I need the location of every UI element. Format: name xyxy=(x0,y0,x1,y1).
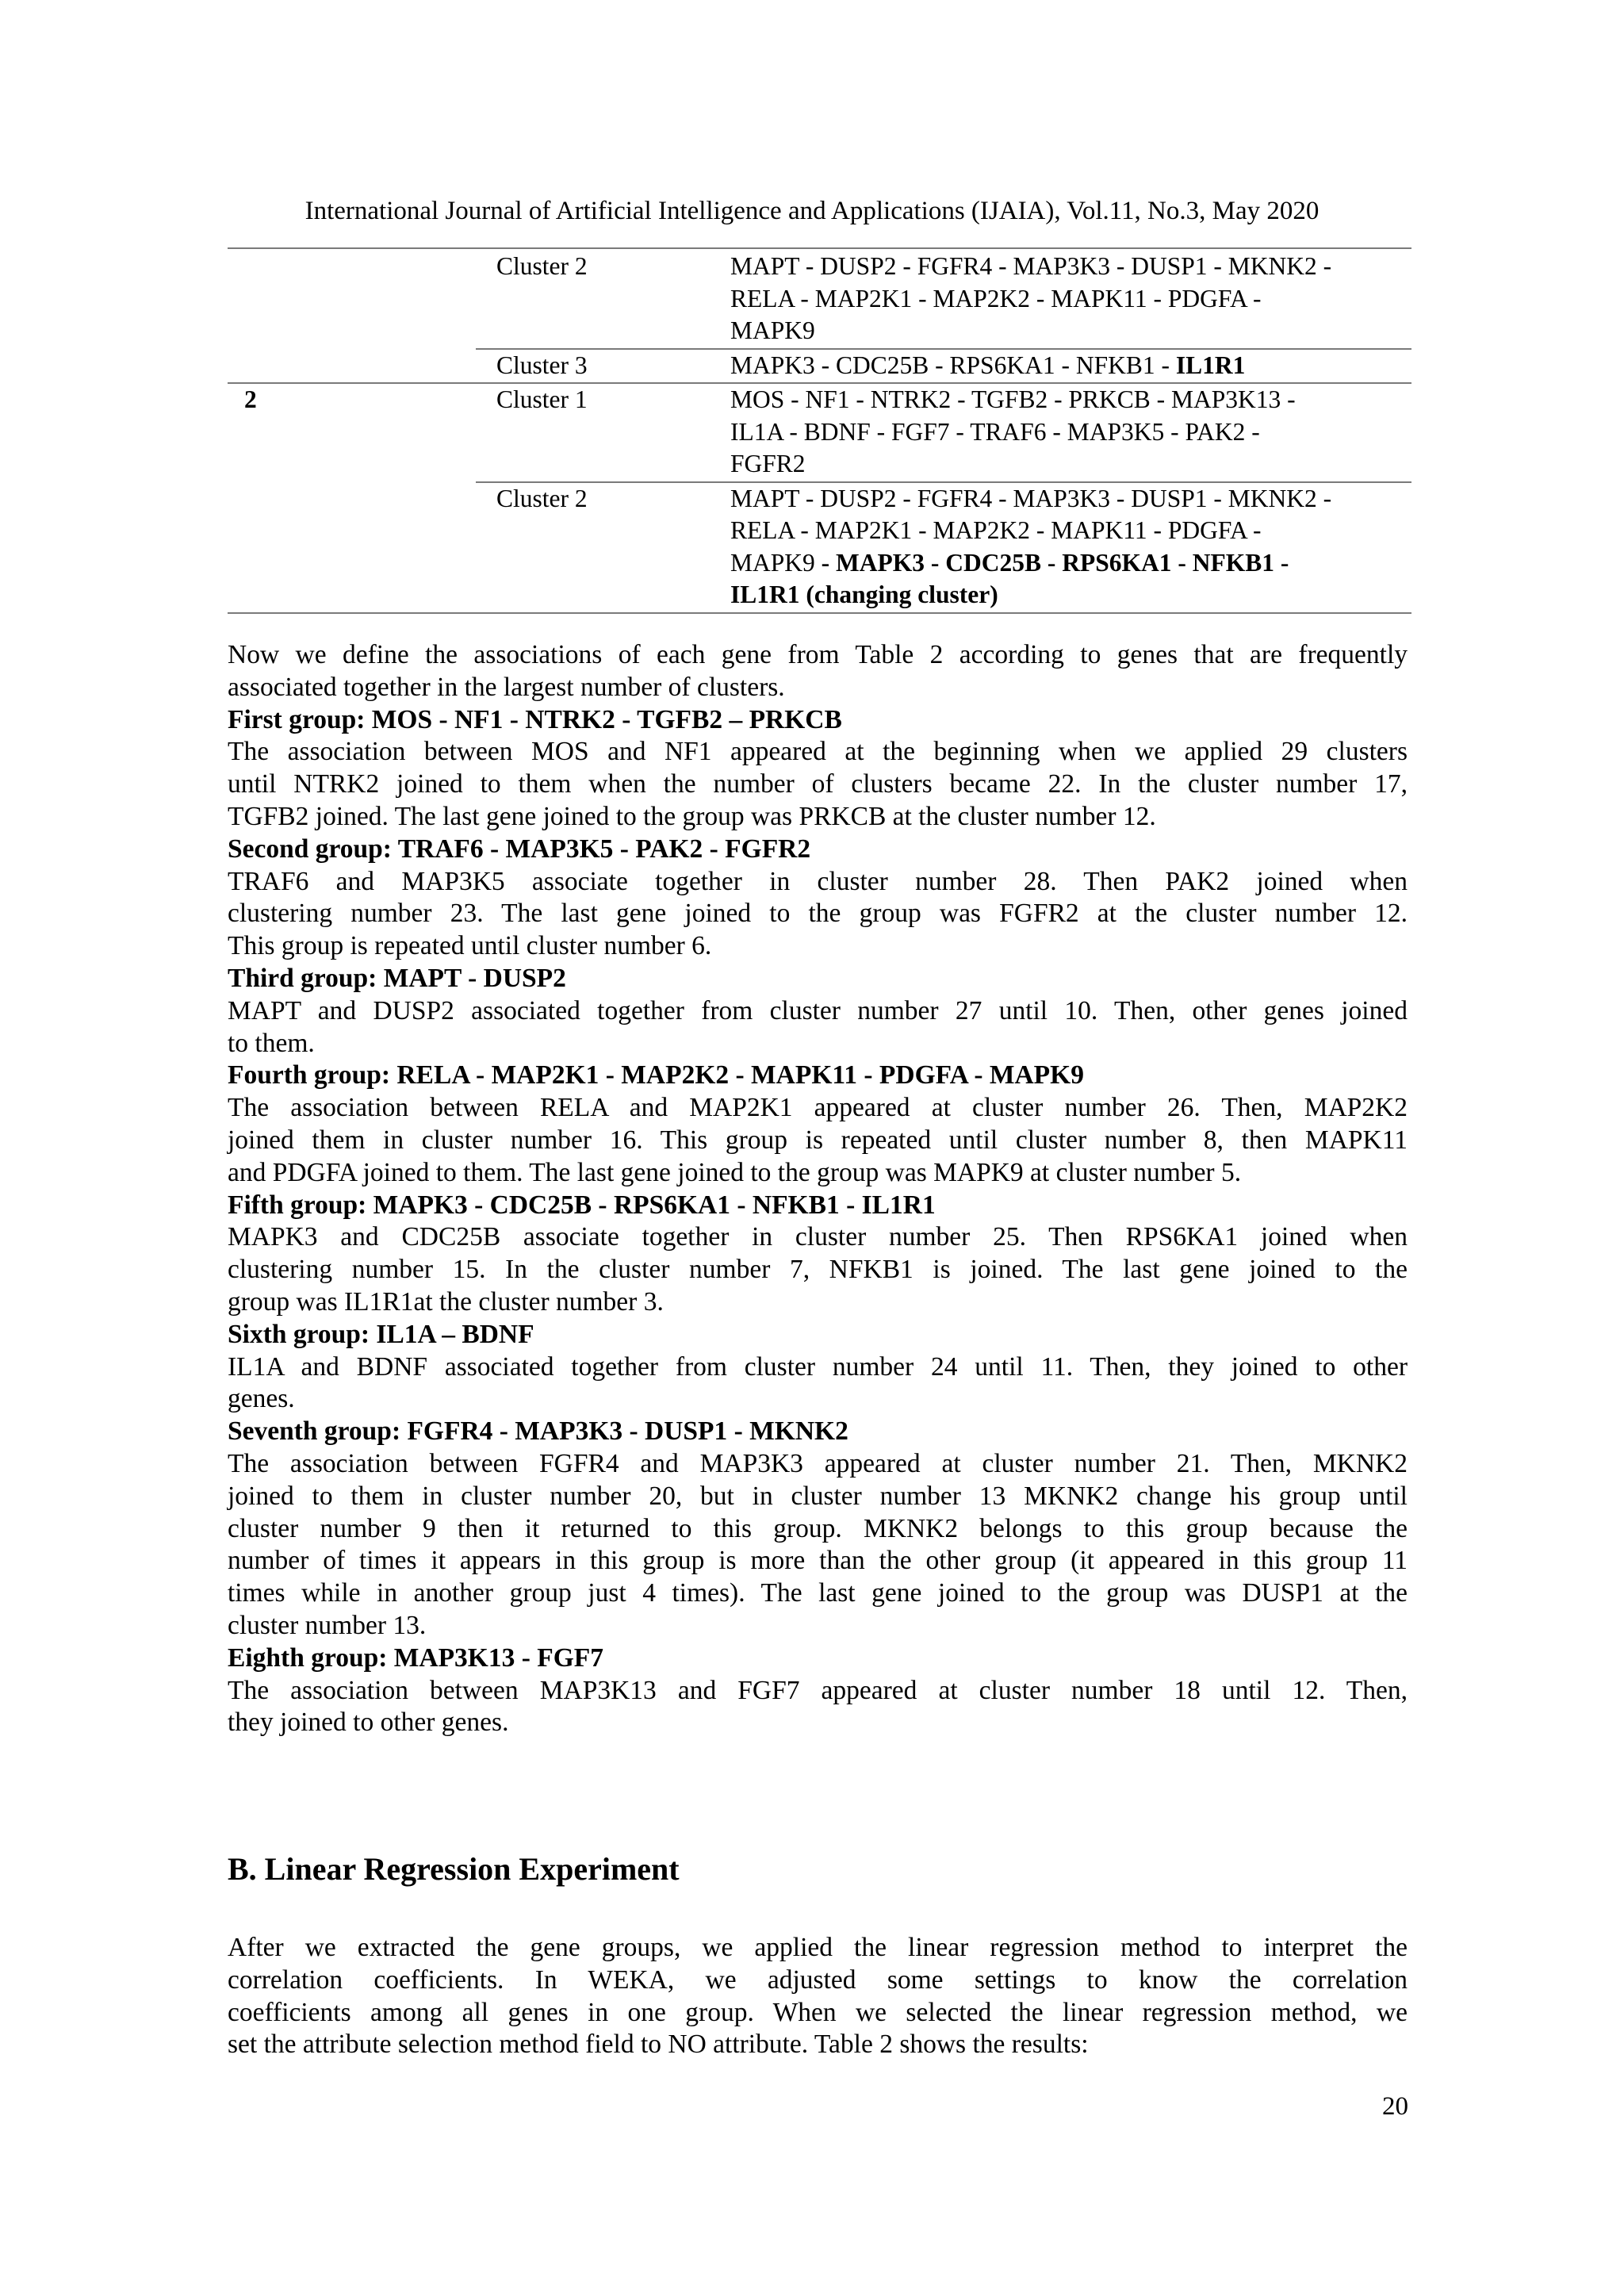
gene-text: MAPT - DUSP2 - FGFR4 - MAP3K3 - DUSP1 - MKNK2 - xyxy=(730,484,1332,512)
table-gene-list-line xyxy=(730,416,1260,448)
section-heading: B. Linear Regression Experiment xyxy=(228,1851,680,1887)
table-gene-list-line xyxy=(730,283,1261,315)
text-line: correlation coefficients. In WEKA, we adjusted some settings to know the correlation xyxy=(228,1964,1408,1995)
text-line: The association between FGFR4 and MAP3K3 appeared at cluster number 21. Then, MKNK2 xyxy=(228,1448,1408,1478)
group-heading: Fourth group: RELA - MAP2K1 - MAP2K2 - MAPK11 - PDGFA - MAPK9 xyxy=(228,1060,1084,1091)
table-gene-list-line xyxy=(730,251,1331,282)
gene-text: IL1R1 (changing cluster) xyxy=(730,581,998,608)
text-line: genes. xyxy=(228,1384,295,1414)
text-line: number of times it appears in this group is more than the other group (it appeared in this group 11 xyxy=(228,1546,1408,1576)
page-number: 20 xyxy=(1382,2092,1408,2121)
text-line: The association between MAP3K13 and FGF7 appeared at cluster number 18 until 12. Then, xyxy=(228,1675,1408,1705)
table-gene-list-line xyxy=(730,350,1245,381)
group-heading: Second group: TRAF6 - MAP3K5 - PAK2 - FGFR2 xyxy=(228,834,811,864)
text-line: TGFB2 joined. The last gene joined to the group was PRKCB at the cluster number 12. xyxy=(228,801,1156,831)
text-line: to them. xyxy=(228,1028,315,1058)
gene-text: MAPT - DUSP2 - FGFR4 - MAP3K3 - DUSP1 - MKNK2 - xyxy=(730,252,1332,280)
group-heading: Eighth group: MAP3K13 - FGF7 xyxy=(228,1642,603,1673)
table-experiment-number: 2 xyxy=(244,385,257,413)
table-gene-list-line xyxy=(730,315,815,347)
text-line: The association between MOS and NF1 appeared at the beginning when we applied 29 clusters xyxy=(228,737,1408,767)
gene-text: IL1A - BDNF - FGF7 - TRAF6 - MAP3K5 - PAK2 - xyxy=(730,417,1260,446)
text-line: group was IL1R1at the cluster number 3. xyxy=(228,1286,664,1317)
text-line: until NTRK2 joined to them when the number of clusters became 22. In the cluster number 17, xyxy=(228,769,1408,799)
text-line: MAPK3 and CDC25B associate together in cluster number 25. Then RPS6KA1 joined when xyxy=(228,1222,1408,1252)
table-cluster-label: Cluster 2 xyxy=(496,252,588,280)
text-line: MAPT and DUSP2 associated together from cluster number 27 until 10. Then, other genes joined xyxy=(228,995,1408,1025)
group-heading: Seventh group: FGFR4 - MAP3K3 - DUSP1 - MKNK2 xyxy=(228,1416,848,1447)
text-line: clustering number 23. The last gene joined to the group was FGFR2 at the cluster number 12. xyxy=(228,899,1408,929)
text-line: This group is repeated until cluster number 6. xyxy=(228,931,712,961)
gene-text: MOS - NF1 - NTRK2 - TGFB2 - PRKCB - MAP3K13 - xyxy=(730,385,1296,413)
gene-text: RELA - MAP2K1 - MAP2K2 - MAPK11 - PDGFA - xyxy=(730,516,1262,544)
text-line: After we extracted the gene groups, we applied the linear regression method to interpret the xyxy=(228,1933,1408,1962)
table-top-rule xyxy=(228,247,1411,249)
table-gene-list-line xyxy=(730,448,806,480)
gene-text: FGFR2 xyxy=(730,450,806,477)
text-line: joined them in cluster number 16. This group is repeated until cluster number 8, then MAPK11 xyxy=(228,1125,1408,1155)
gene-text: IL1R1 xyxy=(1175,351,1246,379)
text-line: joined to them in cluster number 20, but in cluster number 13 MKNK2 change his group until xyxy=(228,1481,1408,1511)
gene-text: - MAPK3 - CDC25B - RPS6KA1 - NFKB1 - xyxy=(821,548,1289,577)
text-line: coefficients among all genes in one group. When we selected the linear regression method, we xyxy=(228,1997,1408,2027)
text-line: times while in another group just 4 times). The last gene joined to the group was DUSP1 at the xyxy=(228,1578,1408,1608)
text-line: they joined to other genes. xyxy=(228,1708,509,1738)
gene-text: MAPK9 xyxy=(730,316,815,344)
gene-text: RELA - MAP2K1 - MAP2K2 - MAPK11 - PDGFA - xyxy=(730,284,1262,312)
paragraph xyxy=(228,639,1408,1739)
running-header: International Journal of Artificial Intelligence and Applications (IJAIA), Vol.11, No.3, May 2020 xyxy=(304,197,1320,225)
text-line: associated together in the largest number of clusters. xyxy=(228,672,785,702)
text-line: and PDGFA joined to them. The last gene joined to the group was MAPK9 at cluster number 5. xyxy=(228,1157,1242,1187)
text-line: clustering number 15. In the cluster number 7, NFKB1 is joined. The last gene joined to the xyxy=(228,1255,1408,1285)
text-line: set the attribute selection method field to NO attribute. Table 2 shows the results: xyxy=(228,2030,1089,2060)
group-heading: Third group: MAPT - DUSP2 xyxy=(228,963,566,993)
table-cluster-label: Cluster 1 xyxy=(496,385,588,413)
table-gene-list-line xyxy=(730,515,1261,546)
group-heading: First group: MOS - NF1 - NTRK2 - TGFB2 – PRKCB xyxy=(228,704,842,734)
text-line: IL1A and BDNF associated together from cluster number 24 until 11. Then, they joined to other xyxy=(228,1351,1408,1382)
table-gene-list-line xyxy=(730,579,998,611)
group-heading: Fifth group: MAPK3 - CDC25B - RPS6KA1 - NFKB1 - IL1R1 xyxy=(228,1190,936,1220)
table-gene-list-line xyxy=(730,547,1289,579)
gene-text: MAPK3 - CDC25B - RPS6KA1 - NFKB1 - xyxy=(730,351,1176,379)
text-line: Now we define the associations of each gene from Table 2 according to genes that are frequently xyxy=(228,640,1408,669)
table-row-rule xyxy=(228,612,1411,614)
table-cluster-label: Cluster 2 xyxy=(496,484,588,512)
text-line: cluster number 9 then it returned to this group. MKNK2 belongs to this group because the xyxy=(228,1513,1408,1543)
text-line: TRAF6 and MAP3K5 associate together in cluster number 28. Then PAK2 joined when xyxy=(228,866,1408,896)
paragraph xyxy=(228,1932,1408,2061)
text-line: The association between RELA and MAP2K1 appeared at cluster number 26. Then, MAP2K2 xyxy=(228,1093,1408,1123)
table-gene-list-line xyxy=(730,384,1296,416)
group-heading: Sixth group: IL1A – BDNF xyxy=(228,1319,534,1349)
table-gene-list-line xyxy=(730,483,1331,515)
table-cluster-label: Cluster 3 xyxy=(496,351,588,379)
text-line: cluster number 13. xyxy=(228,1610,427,1640)
gene-text: MAPK9 xyxy=(730,548,822,577)
